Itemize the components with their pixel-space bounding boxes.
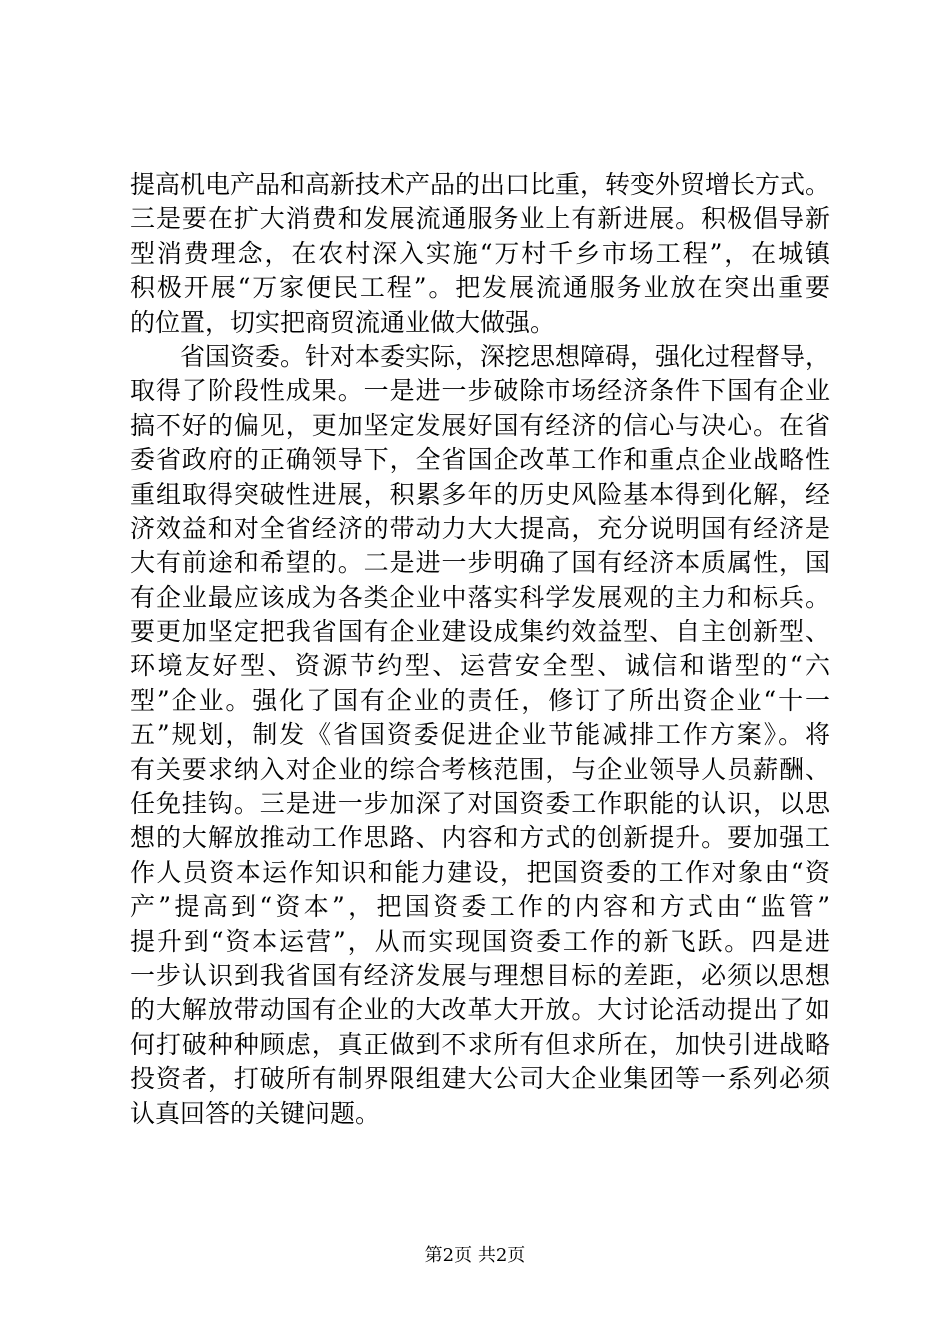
page-footer: 第2页 共2页 — [424, 1245, 526, 1266]
text-line: 五”规划，制发《省国资委促进企业节能减排工作方案》。将 — [130, 720, 830, 750]
text-line: 重组取得突破性进展，积累多年的历史风险基本得到化解，经 — [130, 479, 830, 509]
text-line: 型”企业。强化了国有企业的责任，修订了所出资企业“十一 — [130, 685, 830, 715]
text-line: 作人员资本运作知识和能力建设，把国资委的工作对象由“资 — [130, 857, 830, 887]
text-line: 的位置，切实把商贸流通业做大做强。 — [130, 307, 556, 337]
text-line: 积极开展“万家便民工程”。把发展流通服务业放在突出重要 — [130, 273, 830, 303]
text-line: 委省政府的正确领导下，全省国企改革工作和重点企业战略性 — [130, 445, 830, 475]
text-line: 的大解放带动国有企业的大改革大开放。大讨论活动提出了如 — [130, 995, 830, 1025]
text-line: 投资者，打破所有制界限组建大公司大企业集团等一系列必须 — [130, 1064, 830, 1094]
text-line: 大有前途和希望的。二是进一步明确了国有经济本质属性，国 — [130, 548, 830, 578]
text-line: 想的大解放推动工作思路、内容和方式的创新提升。要加强工 — [130, 823, 830, 853]
text-line: 有企业最应该成为各类企业中落实科学发展观的主力和标兵。 — [130, 582, 830, 612]
text-line: 提高机电产品和高新技术产品的出口比重，转变外贸增长方式。 — [130, 170, 830, 199]
text-line: 产”提高到“资本”，把国资委工作的内容和方式由“监管” — [130, 892, 830, 922]
text-line: 省国资委。针对本委实际，深挖思想障碍，强化过程督导， — [130, 341, 830, 371]
body-text — [130, 168, 830, 1131]
text-line: 搞不好的偏见，更加坚定发展好国有经济的信心与决心。在省 — [130, 410, 830, 440]
text-line: 取得了阶段性成果。一是进一步破除市场经济条件下国有企业 — [130, 376, 830, 406]
text-line: 环境友好型、资源节约型、运营安全型、诚信和谐型的“六 — [130, 651, 830, 681]
text-line: 三是要在扩大消费和发展流通服务业上有新进展。积极倡导新 — [130, 204, 830, 234]
text-line: 一步认识到我省国有经济发展与理想目标的差距，必须以思想 — [130, 960, 830, 990]
text-line: 型消费理念，在农村深入实施“万村千乡市场工程”，在城镇 — [130, 238, 830, 268]
text-line: 提升到“资本运营”，从而实现国资委工作的新飞跃。四是进 — [130, 926, 830, 956]
text-line: 有关要求纳入对企业的综合考核范围，与企业领导人员薪酬、 — [130, 754, 830, 784]
text-line: 济效益和对全省经济的带动力大大提高，充分说明国有经济是 — [130, 513, 830, 543]
text-line: 何打破种种顾虑，真正做到不求所有但求所在，加快引进战略 — [130, 1029, 830, 1059]
text-line: 要更加坚定把我省国有企业建设成集约效益型、自主创新型、 — [130, 617, 830, 647]
text-line: 任免挂钩。三是进一步加深了对国资委工作职能的认识，以思 — [130, 789, 830, 819]
text-line: 认真回答的关键问题。 — [130, 1098, 381, 1128]
